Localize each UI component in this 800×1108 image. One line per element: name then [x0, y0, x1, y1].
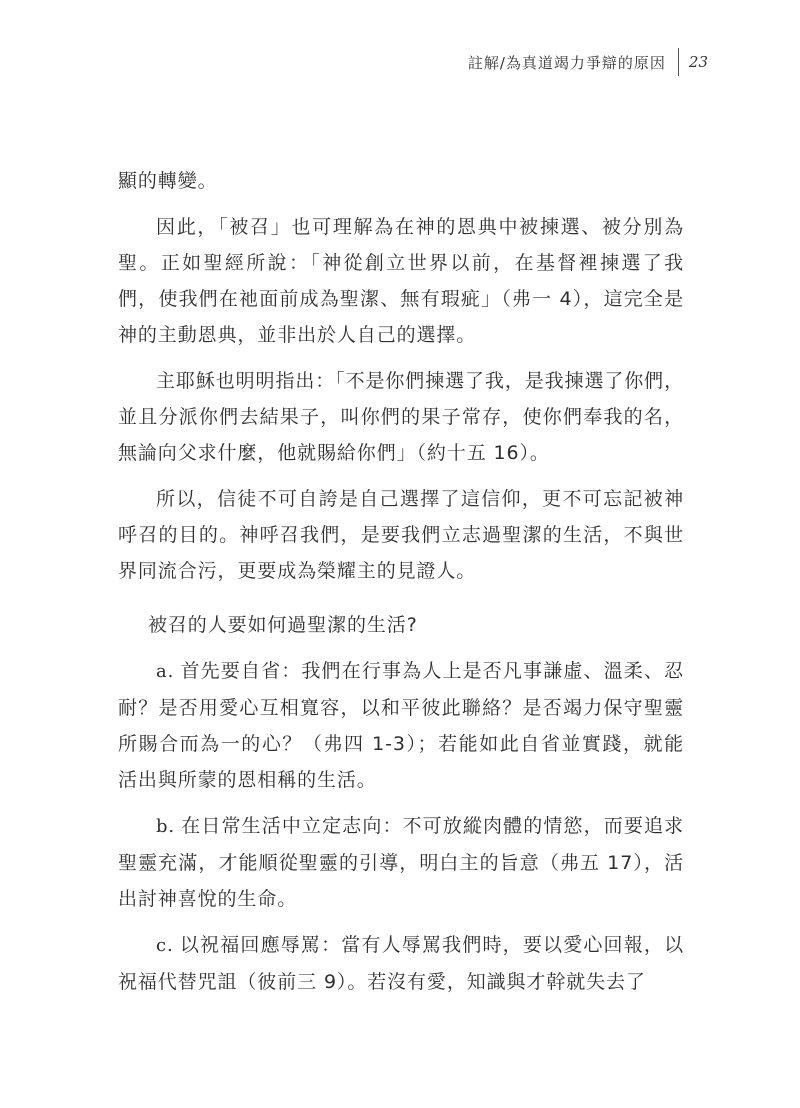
point-b — [118, 808, 684, 917]
section-subheading: 被召的人要如何過聖潔的生活? — [148, 614, 418, 636]
point-b-text: 在日常生活中立定志向：不可放縱肉體的情慾，而要追求聖靈充滿，才能順從聖靈的引導，明白主的旨意（弗五 17），活出討神喜悅的生命。 — [118, 815, 684, 910]
point-c — [118, 927, 684, 1000]
point-a-text: 首先要自省：我們在行事為人上是否凡事謙虛、溫柔、忍耐？是否用愛心互相寬容，以和平彼此聯絡？是否竭力保守聖靈所賜合而為一的心？（弗四 1-3）；若能如此自省並實踐，就能活出與所蒙的恩相稱的生活。 — [118, 660, 684, 791]
paragraph-continuation: 顯的轉變。 — [118, 170, 218, 192]
body-text — [118, 163, 684, 1000]
point-a-label: a. — [156, 661, 175, 682]
point-c-text: 以祝福回應辱罵：當有人辱罵我們時，要以愛心回報，以祝福代替咒詛（彼前三 9）。若沒有愛，知識與才幹就失去了 — [118, 934, 684, 993]
point-c-label: c. — [156, 935, 174, 956]
point-a — [118, 653, 684, 798]
point-b-label: b. — [156, 816, 176, 837]
paragraph-called-chosen: 因此，「被召」也可理解為在神的恩典中被揀選、被分別為聖。正如聖經所說：「神從創立世界以前，在基督裡揀選了我們，使我們在祂面前成為聖潔、無有瑕疵」（弗一 4），這完全是神的主動恩典，並非出於人自己的選擇。 — [118, 216, 684, 346]
paragraph-jesus-chose: 主耶穌也明明指出：「不是你們揀選了我，是我揀選了你們，並且分派你們去結果子，叫你們的果子常存，使你們奉我的名，無論向父求什麼，他就賜給你們」（約十五 16）。 — [118, 370, 684, 464]
running-header — [468, 48, 708, 76]
paragraph-purpose-of-calling: 所以，信徒不可自誇是自己選擇了這信仰，更不可忘記被神呼召的目的。神呼召我們，是要我們立志過聖潔的生活，不與世界同流合污，更要成為榮耀主的見證人。 — [118, 488, 684, 582]
page-number: 23 — [688, 53, 708, 71]
chapter-title: 註解/為真道竭力爭辯的原因 — [467, 53, 666, 72]
